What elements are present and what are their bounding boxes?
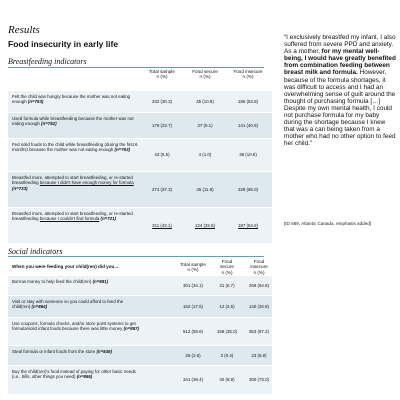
row-sample-size: (n=752) bbox=[41, 121, 57, 127]
table-row bbox=[8, 91, 272, 112]
cell-total: 25 (2.9) bbox=[185, 352, 201, 358]
page-title: Food insecurity in early life bbox=[8, 39, 119, 49]
column-header: Total sample n (%) bbox=[180, 262, 206, 273]
cell-secure: 158 (35.0) bbox=[216, 328, 237, 334]
cell-total: 311 (43.1) bbox=[152, 222, 172, 228]
row-label bbox=[12, 142, 140, 153]
cell-insecure: 140 (34.8) bbox=[248, 303, 269, 309]
cell-secure: 40 (8.8) bbox=[219, 377, 235, 382]
cell-insecure: 353 (87.2) bbox=[248, 328, 269, 334]
row-label-emphasis: because I couldn't find formula bbox=[39, 216, 100, 222]
table-row bbox=[8, 172, 272, 207]
row-sample-size: (n=857) bbox=[123, 326, 140, 332]
participant-quote bbox=[284, 34, 396, 148]
cell-secure: 4 (1.0) bbox=[198, 152, 212, 157]
table-row bbox=[8, 208, 272, 243]
cell-insecure: 186 (53.8) bbox=[237, 98, 258, 104]
row-label-text: Visit or stay with someone so you could afford to feed the child(ren) bbox=[12, 299, 124, 310]
cell-insecure: 228 (65.0) bbox=[237, 186, 258, 192]
results-heading: Results bbox=[8, 24, 40, 36]
cell-total: 512 (59.6) bbox=[182, 328, 203, 334]
quote-text-part2: However, because of the formula shortages, it was difficult to access and I had an overwhelming sense of guilt around the thought of purchasing formula […] Despite my own mental health, I could not purchase formula for my baby during the shortage because I knew that was a can being taken from a mother who had no other option to feed her child.” bbox=[284, 69, 396, 148]
row-label-text: Fed solid foods to the child while breastfeeding (during the first 6 months) because the mother was not eating enough bbox=[12, 142, 138, 153]
row-label bbox=[12, 349, 140, 354]
column-header: Food secure n (%) bbox=[192, 69, 218, 80]
table-question: When you were feeding your child(ren) did you... bbox=[12, 264, 119, 269]
row-sample-size: (n=763) bbox=[114, 147, 131, 153]
cell-insecure: 23 (5.8) bbox=[251, 352, 267, 358]
cell-total: 42 (5.5) bbox=[154, 152, 170, 157]
quote-text-part1: “I exclusively breastfed my infant. I also suffered from severe PPD and anxiety. As a mother, bbox=[284, 34, 396, 56]
cell-total: 152 (17.6) bbox=[182, 303, 203, 309]
quote-citation: [ID 689, Atlantic Canada, emphasis added] bbox=[284, 221, 372, 226]
quote-emphasis: for my mental well-being, I would have greatly benefited from combination feeding between breast milk and formula. bbox=[284, 48, 396, 77]
cell-secure: 2 (0.4) bbox=[220, 352, 234, 358]
cell-secure: 31 (6.7) bbox=[219, 282, 235, 288]
row-label-text: Breastfed more, attempted to start breastfeeding, or re-started breastfeeding bbox=[12, 211, 133, 222]
row-sample-size: (n=721) bbox=[100, 216, 116, 222]
row-label-text: Use coupons, formula checks, and/or store point systems to get formula/solid infant foods because there was little money bbox=[12, 321, 136, 332]
column-header: Total sample n (%) bbox=[149, 69, 175, 80]
cell-total: 274 (37.3) bbox=[151, 186, 172, 192]
cell-total: 232 (30.3) bbox=[151, 98, 172, 104]
breastfeeding-section-title: Breastfeeding indicators bbox=[8, 57, 87, 66]
cell-secure: 12 (2.6) bbox=[219, 303, 235, 309]
row-label-text: Steal formula or infant foods from the store bbox=[12, 349, 96, 354]
row-label-text: Breastfed more, attempted to start breastfeeding, or re-started breastfeeding bbox=[12, 175, 133, 186]
column-header: Food insecure n (%) bbox=[233, 69, 263, 80]
table-row bbox=[8, 113, 272, 138]
row-label bbox=[12, 369, 140, 380]
cell-insecure: 38 (10.8) bbox=[239, 152, 257, 157]
cell-secure: 45 (11.8) bbox=[196, 186, 214, 192]
table-row bbox=[8, 318, 272, 345]
row-label bbox=[12, 211, 140, 222]
column-header: Food insecure n (%) bbox=[250, 259, 268, 275]
cell-insecure: 269 (64.8) bbox=[248, 282, 269, 288]
table-row bbox=[8, 366, 272, 394]
row-label-text: Used formula while breastfeeding because the mother was not eating enough bbox=[12, 116, 134, 127]
row-label bbox=[12, 321, 140, 332]
social-divider bbox=[8, 256, 264, 257]
row-label bbox=[12, 94, 140, 105]
row-label bbox=[12, 299, 140, 310]
row-sample-size: (n=865) bbox=[76, 374, 93, 380]
row-label-emphasis: because I didn't have enough money for formula bbox=[39, 180, 134, 186]
row-sample-size: (n=733) bbox=[12, 185, 28, 191]
table-row bbox=[8, 346, 272, 365]
cell-total: 179 (23.7) bbox=[151, 122, 172, 128]
cell-total: 341 (39.4) bbox=[182, 377, 203, 382]
breastfeeding-divider bbox=[8, 67, 264, 68]
cell-total: 301 (34.1) bbox=[182, 282, 203, 288]
row-sample-size: (n=864) bbox=[31, 304, 48, 310]
cell-secure: 45 (10.8) bbox=[196, 98, 214, 104]
row-sample-size: (n=849) bbox=[96, 349, 112, 354]
cell-insecure: 187 (54.8) bbox=[237, 222, 258, 228]
row-label bbox=[12, 279, 140, 284]
table-row bbox=[8, 276, 272, 295]
social-section-title: Social indicators bbox=[8, 247, 63, 256]
table-row bbox=[8, 139, 272, 171]
cell-secure: 124 (32.6) bbox=[194, 222, 215, 228]
row-label-text: Felt the child was hungry because the mother was not eating enough bbox=[12, 94, 131, 105]
row-label-text: Borrow money to help feed the child(ren) bbox=[12, 279, 92, 284]
cell-insecure: 300 (73.0) bbox=[248, 377, 269, 382]
table-row bbox=[8, 296, 272, 317]
row-sample-size: (n=881) bbox=[92, 279, 109, 284]
cell-secure: 37 (9.1) bbox=[197, 122, 213, 128]
row-label-text: Buy the child(ren)'s food instead of paying for other basic needs (i.e., bills, other things you need) bbox=[12, 369, 136, 380]
cell-insecure: 141 (40.9) bbox=[237, 122, 258, 128]
column-header: Food secure n (%) bbox=[220, 259, 234, 275]
row-label bbox=[12, 175, 140, 191]
row-sample-size: (n=763) bbox=[27, 99, 44, 105]
row-label bbox=[12, 116, 140, 127]
